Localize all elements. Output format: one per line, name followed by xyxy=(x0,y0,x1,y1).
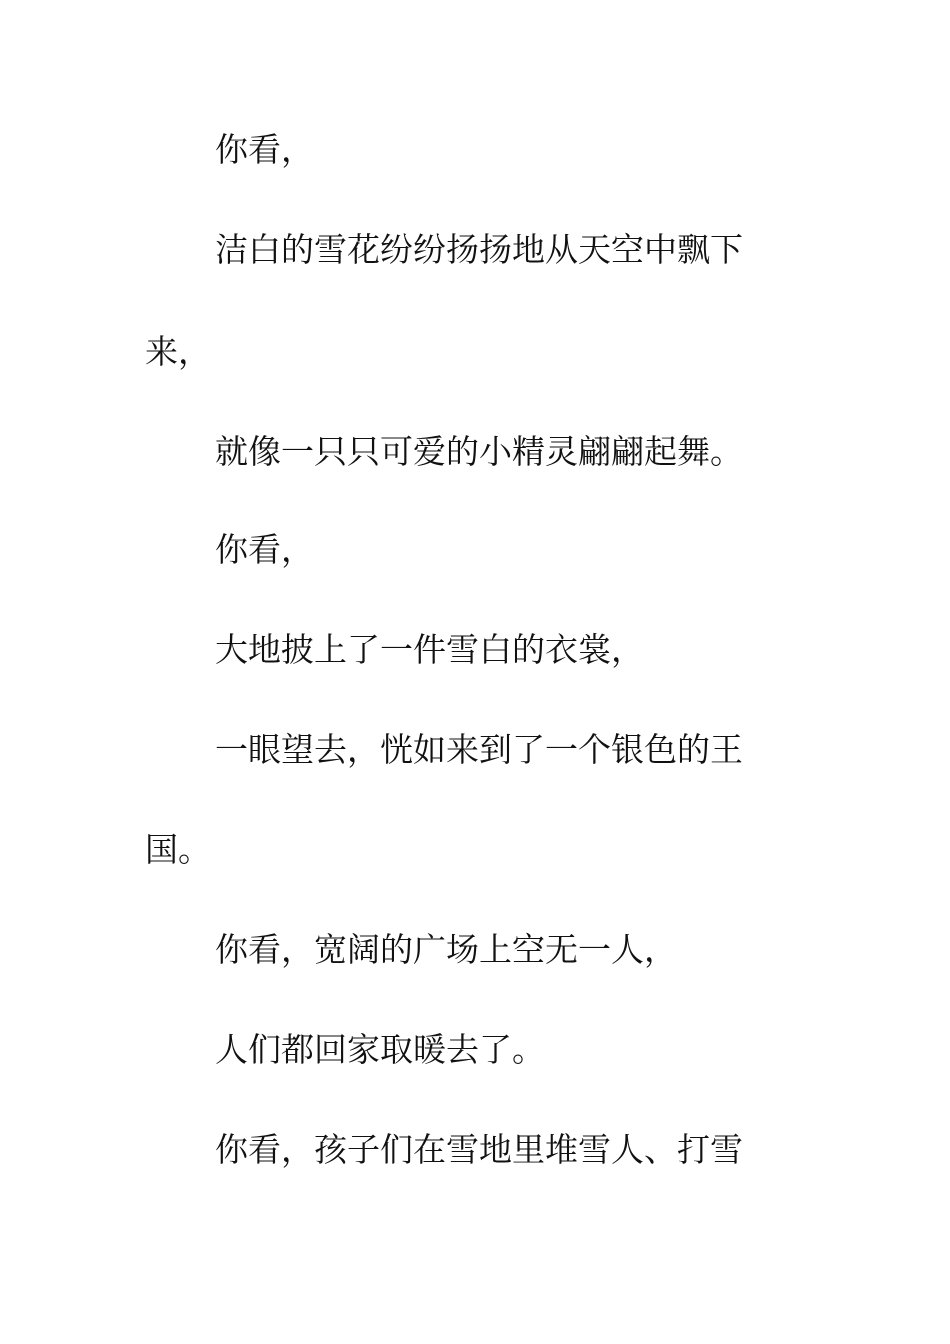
text-line: 你看， xyxy=(215,530,314,569)
text-line: 来， xyxy=(145,332,211,371)
text-line: 你看， xyxy=(215,130,314,169)
text-line: 国。 xyxy=(145,830,211,869)
text-line: 洁白的雪花纷纷扬扬地从天空中飘下 xyxy=(215,230,743,269)
text-line: 你看，孩子们在雪地里堆雪人、打雪 xyxy=(215,1130,743,1169)
text-line: 大地披上了一件雪白的衣裳， xyxy=(215,630,644,669)
text-line: 一眼望去，恍如来到了一个银色的王 xyxy=(215,730,743,769)
text-line: 人们都回家取暖去了。 xyxy=(215,1030,545,1069)
text-line: 你看，宽阔的广场上空无一人， xyxy=(215,930,677,969)
text-line: 就像一只只可爱的小精灵翩翩起舞。 xyxy=(215,432,743,471)
